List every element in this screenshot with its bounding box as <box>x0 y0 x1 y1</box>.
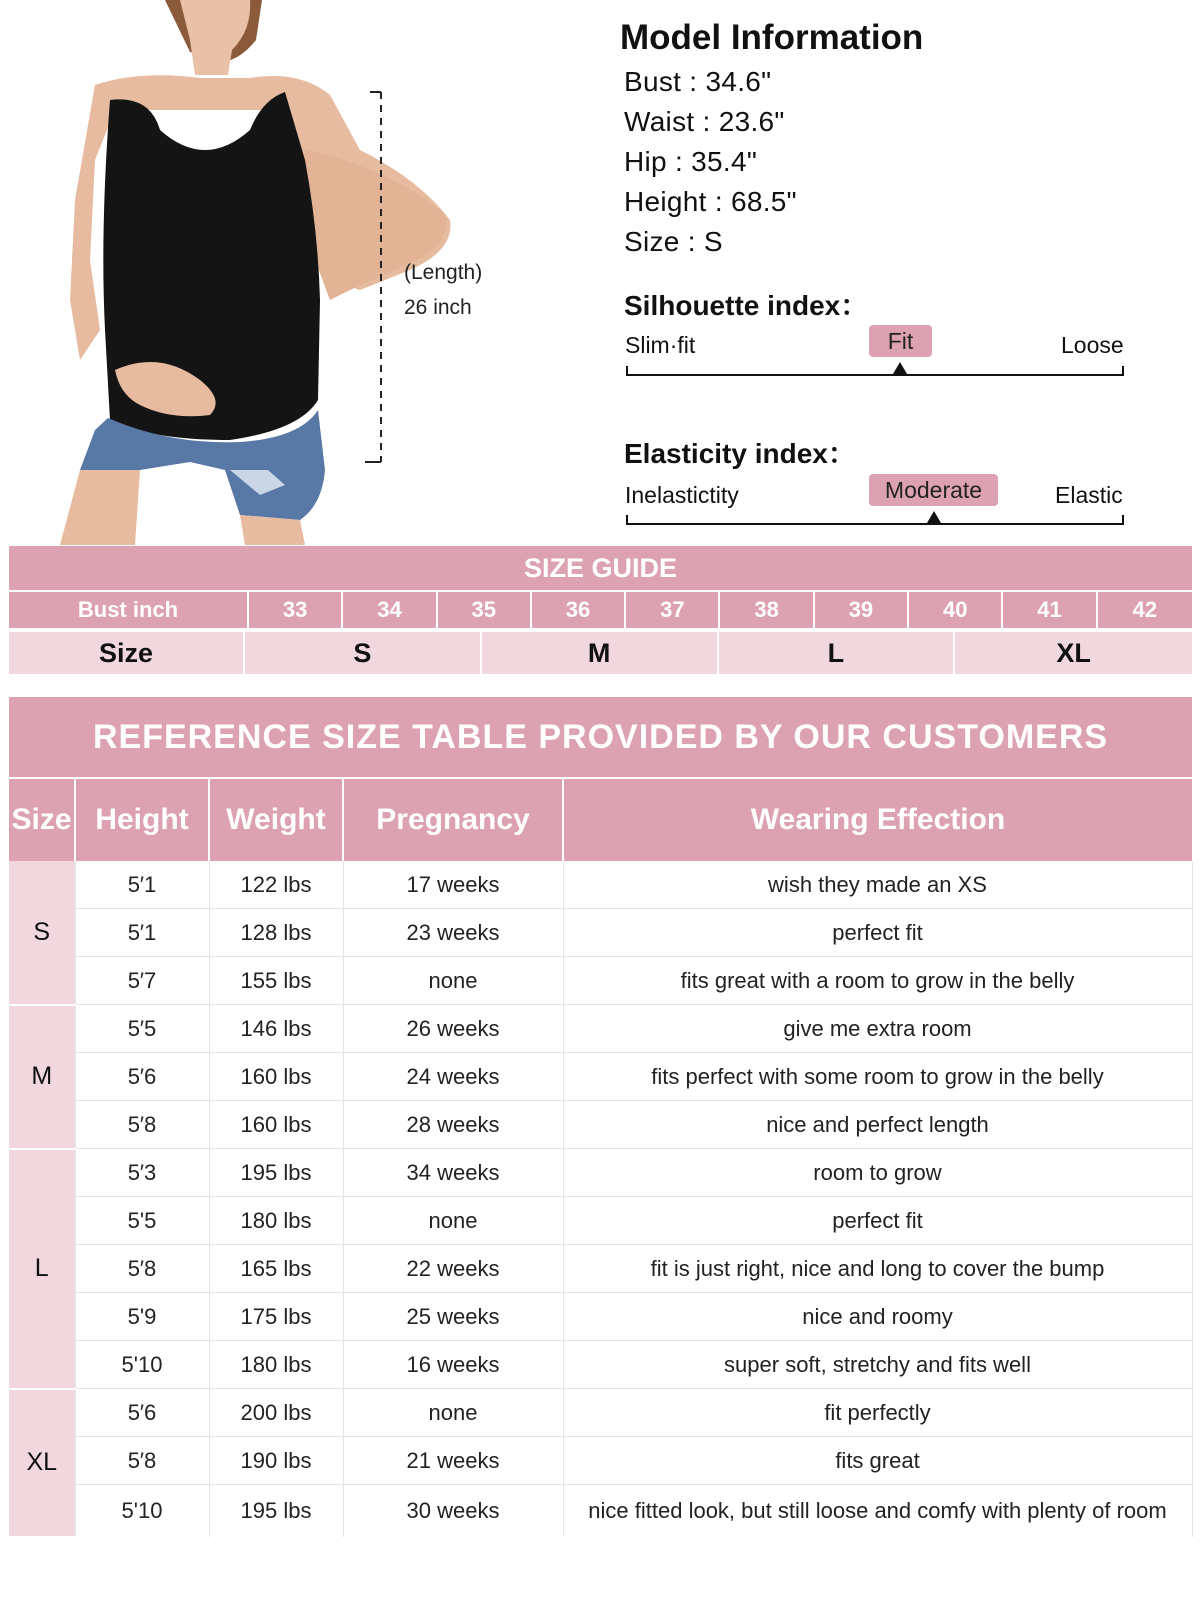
cell-height: 5′8 <box>75 1245 209 1293</box>
cell-height: 5′7 <box>75 957 209 1005</box>
silhouette-title: Silhouette index： <box>624 290 869 321</box>
reference-table <box>9 779 1193 1538</box>
cell-pregnancy: none <box>343 957 563 1005</box>
cell-effect: nice and roomy <box>563 1293 1192 1341</box>
size-m: M <box>482 632 719 674</box>
table-row <box>9 1005 1192 1053</box>
cell-effect: fit perfectly <box>563 1389 1192 1437</box>
table-row <box>9 1389 1192 1437</box>
model-bust: Bust : 34.6" <box>624 66 772 97</box>
table-row <box>9 1437 1192 1485</box>
cell-weight: 128 lbs <box>209 909 343 957</box>
col-wearing-effection: Wearing Effection <box>563 779 1192 861</box>
col-height: Height <box>75 779 209 861</box>
bust-value: 41 <box>1003 592 1097 628</box>
size-label: Size <box>9 632 245 674</box>
cell-effect: super soft, stretchy and fits well <box>563 1341 1192 1389</box>
size-s: S <box>245 632 482 674</box>
bust-inch-row <box>9 592 1192 628</box>
bust-value: 33 <box>249 592 343 628</box>
table-row <box>9 1149 1192 1197</box>
cell-weight: 195 lbs <box>209 1149 343 1197</box>
bust-value: 39 <box>815 592 909 628</box>
model-size: Size : S <box>624 226 723 257</box>
table-row <box>9 909 1192 957</box>
cell-pregnancy: 26 weeks <box>343 1005 563 1053</box>
cell-weight: 160 lbs <box>209 1053 343 1101</box>
cell-weight: 190 lbs <box>209 1437 343 1485</box>
cell-pregnancy: 24 weeks <box>343 1053 563 1101</box>
bust-value: 42 <box>1098 592 1192 628</box>
cell-effect: fits great <box>563 1437 1192 1485</box>
elasticity-badge: Moderate <box>869 474 998 506</box>
cell-effect: fits great with a room to grow in the belly <box>563 957 1192 1005</box>
cell-effect: perfect fit <box>563 1197 1192 1245</box>
elasticity-tick-right <box>1122 515 1124 525</box>
table-row <box>9 1053 1192 1101</box>
length-value: 26 inch <box>404 296 472 319</box>
cell-pregnancy: 16 weeks <box>343 1341 563 1389</box>
group-size: L <box>9 1149 75 1389</box>
cell-height: 5'10 <box>75 1341 209 1389</box>
cell-height: 5′8 <box>75 1101 209 1149</box>
col-size: Size <box>9 779 75 861</box>
cell-height: 5'9 <box>75 1293 209 1341</box>
bust-value: 40 <box>909 592 1003 628</box>
cell-height: 5′5 <box>75 1005 209 1053</box>
silhouette-left-label: Slim·fit <box>625 332 696 358</box>
elasticity-marker-icon <box>927 511 941 523</box>
bust-value: 35 <box>438 592 532 628</box>
size-row <box>9 632 1192 674</box>
silhouette-scale <box>626 374 1124 376</box>
silhouette-right-label: Loose <box>1061 332 1124 358</box>
model-info-title: Model Information <box>620 18 924 57</box>
group-size: S <box>9 861 75 1005</box>
bust-inch-label: Bust inch <box>9 592 249 628</box>
cell-effect: fit is just right, nice and long to cover the bump <box>563 1245 1192 1293</box>
cell-weight: 146 lbs <box>209 1005 343 1053</box>
cell-weight: 165 lbs <box>209 1245 343 1293</box>
table-row <box>9 1341 1192 1389</box>
cell-effect: nice and perfect length <box>563 1101 1192 1149</box>
group-size: M <box>9 1005 75 1149</box>
cell-weight: 200 lbs <box>209 1389 343 1437</box>
cell-effect: fits perfect with some room to grow in the belly <box>563 1053 1192 1101</box>
group-size: XL <box>9 1389 75 1538</box>
model-waist: Waist : 23.6" <box>624 106 785 137</box>
cell-pregnancy: 22 weeks <box>343 1245 563 1293</box>
table-row <box>9 861 1192 909</box>
elasticity-tick-left <box>626 515 628 525</box>
cell-height: 5′1 <box>75 861 209 909</box>
cell-effect: room to grow <box>563 1149 1192 1197</box>
cell-weight: 195 lbs <box>209 1485 343 1538</box>
length-label: (Length) <box>404 261 483 284</box>
size-xl: XL <box>955 632 1192 674</box>
cell-height: 5′6 <box>75 1389 209 1437</box>
elasticity-left-label: Inelastictity <box>625 482 739 508</box>
cell-height: 5′6 <box>75 1053 209 1101</box>
bust-value: 36 <box>532 592 626 628</box>
cell-pregnancy: 34 weeks <box>343 1149 563 1197</box>
cell-weight: 122 lbs <box>209 861 343 909</box>
cell-height: 5'5 <box>75 1197 209 1245</box>
silhouette-tick-left <box>626 366 628 376</box>
model-photo <box>0 0 560 545</box>
cell-effect: give me extra room <box>563 1005 1192 1053</box>
silhouette-marker-icon <box>893 362 907 374</box>
cell-height: 5′1 <box>75 909 209 957</box>
cell-weight: 155 lbs <box>209 957 343 1005</box>
col-pregnancy: Pregnancy <box>343 779 563 861</box>
cell-effect: nice fitted look, but still loose and comfy with plenty of room <box>563 1485 1192 1538</box>
cell-height: 5'10 <box>75 1485 209 1538</box>
cell-height: 5′8 <box>75 1437 209 1485</box>
cell-weight: 180 lbs <box>209 1197 343 1245</box>
reference-header-row <box>9 779 1192 861</box>
cell-effect: perfect fit <box>563 909 1192 957</box>
table-row <box>9 1197 1192 1245</box>
cell-pregnancy: 30 weeks <box>343 1485 563 1538</box>
cell-pregnancy: none <box>343 1197 563 1245</box>
bust-value: 34 <box>343 592 437 628</box>
table-row <box>9 1485 1192 1538</box>
cell-pregnancy: 25 weeks <box>343 1293 563 1341</box>
cell-effect: wish they made an XS <box>563 861 1192 909</box>
cell-pregnancy: 28 weeks <box>343 1101 563 1149</box>
cell-pregnancy: 21 weeks <box>343 1437 563 1485</box>
cell-weight: 175 lbs <box>209 1293 343 1341</box>
cell-weight: 180 lbs <box>209 1341 343 1389</box>
col-weight: Weight <box>209 779 343 861</box>
silhouette-badge: Fit <box>869 325 932 357</box>
reference-table-title: REFERENCE SIZE TABLE PROVIDED BY OUR CUSTOMERS <box>9 697 1192 777</box>
elasticity-scale <box>626 523 1124 525</box>
size-guide-title: SIZE GUIDE <box>9 546 1192 590</box>
cell-pregnancy: 23 weeks <box>343 909 563 957</box>
cell-pregnancy: 17 weeks <box>343 861 563 909</box>
cell-height: 5′3 <box>75 1149 209 1197</box>
model-height: Height : 68.5" <box>624 186 797 217</box>
cell-weight: 160 lbs <box>209 1101 343 1149</box>
elasticity-title: Elasticity index： <box>624 438 856 469</box>
table-row <box>9 1245 1192 1293</box>
silhouette-tick-right <box>1122 366 1124 376</box>
table-row <box>9 1293 1192 1341</box>
model-hip: Hip : 35.4" <box>624 146 758 177</box>
table-row <box>9 1101 1192 1149</box>
elasticity-right-label: Elastic <box>1055 482 1123 508</box>
table-row <box>9 957 1192 1005</box>
bust-value: 37 <box>626 592 720 628</box>
size-l: L <box>719 632 956 674</box>
cell-pregnancy: none <box>343 1389 563 1437</box>
bust-value: 38 <box>720 592 814 628</box>
